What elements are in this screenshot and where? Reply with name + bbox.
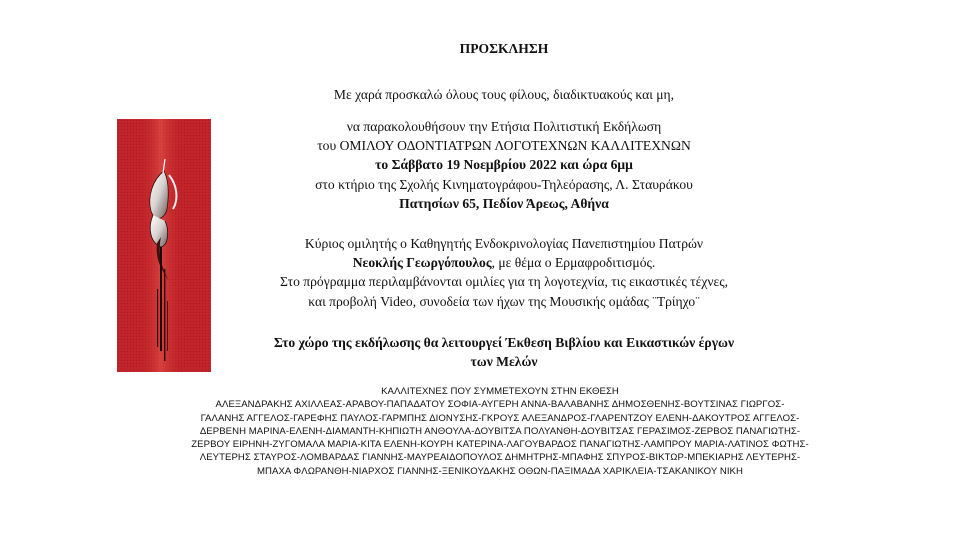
speaker-intro: Κύριος ομιλητής ο Καθηγητής Ενδοκρινολογίας Πανεπιστημίου Πατρών bbox=[304, 236, 704, 251]
invitation-title: ΠΡΟΣΚΛΗΣΗ bbox=[459, 41, 549, 56]
event-address: Πατησίων 65, Πεδίον Άρεως, Αθήνα bbox=[399, 195, 609, 211]
event-venue: στο κτήριο της Σχολής Κινηματογράφου-Τηλεόρασης, Λ. Σταυράκου bbox=[315, 176, 693, 192]
artists-list bbox=[150, 385, 850, 478]
event-date: το Σάββατο 19 Νοεμβρίου 2022 και ώρα 6μμ bbox=[375, 157, 633, 173]
artists-line: ΓΑΛΑΝΗΣ ΑΓΓΕΛΟΣ-ΓΑΡΕΦΗΣ ΠΑΥΛΟΣ-ΓΑΡΜΠΗΣ ΔΙΟΝΥΣΗΣ-ΓΚΡΟΥΣ ΑΛΕΞΑΝΔΡΟΣ-ΓΛΑΡΕΝΤΖΟΥ ΕΛΕΝΗ-ΔΑΚΟΥΤΡΟΣ ΑΓΓΕΛΟΣ- bbox=[200, 412, 800, 424]
event-intro: να παρακολουθήσουν την Ετήσια Πολιτιστική Εκδήλωση bbox=[346, 119, 662, 134]
program-line: Στο πρόγραμμα περιλαμβάνονται ομιλίες για τη λογοτεχνία, τις εικαστικές τέχνες, bbox=[279, 274, 729, 290]
exhibition-note bbox=[222, 333, 786, 371]
artists-line: ΔΕΡΒΕΝΗ ΜΑΡΙΝΑ-ΕΛΕΝΗ-ΔΙΑΜΑΝΤΗ-ΚΗΠΙΩΤΗ ΑΝΘΟΥΛΑ-ΔΟΥΒΙΤΣΑ ΠΟΛΥΑΝΘΗ-ΔΟΥΒΙΤΣΑΣ ΓΕΡΑΣΙΜΟΣ-ΖΕΡΒΟΣ ΠΑΝΑΓΙΩΤΗΣ- bbox=[199, 425, 801, 437]
event-details bbox=[222, 117, 786, 213]
video-line: και προβολή Video, συνοδεία των ήχων της Μουσικής ομάδας ¨Τρίηχο¨ bbox=[308, 293, 700, 309]
exhibition-line-1: Στο χώρο της εκδήλωσης θα λειτουργεί Έκθεση Βιβλίου και Εικαστικών έργων bbox=[273, 335, 735, 350]
artists-line: ΑΛΕΞΑΝΔΡΑΚΗΣ ΑΧΙΛΛΕΑΣ-ΑΡΑΒΟΥ-ΠΑΠΑΔΑΤΟΥ ΣΟΦΙΑ-ΑΥΓΕΡΗ ΑΝΝΑ-ΒΑΛΑΒΑΝΗΣ ΔΗΜΟΣΘΕΝΗΣ-ΒΟΥΤΣΙΝΑΣ ΓΙΩΡΓΟΣ- bbox=[215, 399, 785, 411]
speaker-name: Νεοκλής Γεωργόπουλος bbox=[352, 255, 492, 271]
speaker-details bbox=[222, 234, 786, 311]
artists-line: ΛΕΥΤΕΡΗΣ ΣΤΑΥΡΟΣ-ΛΟΜΒΑΡΔΑΣ ΓΙΑΝΝΗΣ-ΜΑΥΡΕΑΙΔΟΠΟΥΛΟΣ ΔΗΜΗΤΡΗΣ-ΜΠΑΦΗΣ ΣΠΥΡΟΣ-ΒΙΚΤΩΡ-ΜΠΕΚΙΑΡΗΣ ΛΕΥΤΕΡΗΣ- bbox=[199, 452, 801, 464]
artists-heading: ΚΑΛΛΙΤΕΧΝΕΣ ΠΟΥ ΣΥΜΜΕΤΕΧΟΥΝ ΣΤΗΝ ΕΚΘΕΣΗ bbox=[381, 386, 619, 397]
greeting-line: Με χαρά προσκαλώ όλους τους φίλους, διαδικτυακούς και μη, bbox=[333, 87, 675, 102]
speaker-line bbox=[222, 253, 786, 272]
artists-line: ΖΕΡΒΟΥ ΕΙΡΗΝΗ-ΖΥΓΟΜΑΛΑ ΜΑΡΙΑ-ΚΙΤΑ ΕΛΕΝΗ-ΚΟΥΡΗ ΚΑΤΕΡΙΝΑ-ΛΑΓΟΥΒΑΡΔΟΣ ΠΑΝΑΓΙΩΤΗΣ-ΛΑΜΠΡΟΥ ΜΑΡΙΑ-ΛΑΤΙΝΟΣ ΦΩΤΗΣ- bbox=[191, 439, 809, 451]
red-abstract-painting bbox=[117, 119, 211, 372]
organizer-name: του ΟΜΙΛΟΥ ΟΔΟΝΤΙΑΤΡΩΝ ΛΟΓΟΤΕΧΝΩΝ ΚΑΛΛΙΤΕΧΝΩΝ bbox=[317, 138, 691, 154]
artists-line: ΜΠΑΧΑ ΦΛΩΡΑΝΘΗ-ΝΙΑΡΧΟΣ ΓΙΑΝΝΗΣ-ΞΕΝΙΚΟΥΔΑΚΗΣ ΟΘΩΝ-ΠΑΞΙΜΑΔΑ ΧΑΡΙΚΛΕΙΑ-ΤΣΑΚΑΝΙΚΟΥ ΝΙΚΗ bbox=[256, 465, 743, 477]
painting-graphic bbox=[117, 119, 211, 372]
exhibition-line-2: των Μελών bbox=[470, 354, 538, 370]
speaker-topic: , με θέμα ο Ερμαφροδιτισμός. bbox=[491, 255, 656, 271]
